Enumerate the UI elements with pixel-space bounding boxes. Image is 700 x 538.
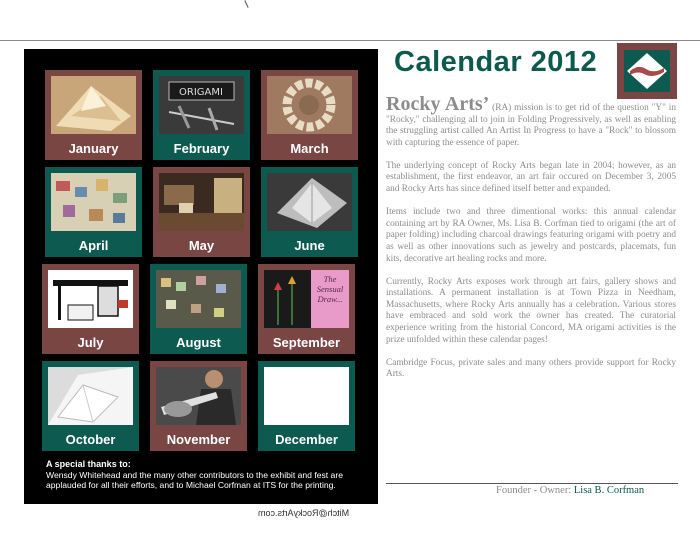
- june-photo: [267, 173, 352, 231]
- signature-rule: [386, 483, 678, 484]
- december-photo: [264, 367, 349, 425]
- top-rule: [0, 40, 700, 41]
- tile-january: [45, 70, 142, 160]
- september-photo: [264, 270, 349, 328]
- article-lead-rest: (RA) mission is to get rid of the question "Y" in "Rocky," challenging all to join in Folding Progressively, as well as enabling the struggling artist called An Artist In Progress to have a "Rock" to blossom with capturing the essence of paper.: [386, 103, 676, 148]
- rocky-arts-logo: [617, 43, 677, 99]
- article-p2: The underlying concept of Rocky Arts began late in 2004; however, as an establishment, the first endeavor, an art fair occured on December 3, 2005 and Rocky Arts has since defined itself better and expanded.: [386, 160, 676, 195]
- february-art-text: ORIGAMI: [179, 87, 223, 98]
- april-photo: [51, 173, 136, 231]
- tile-june: [261, 167, 358, 257]
- thanks-body: Wensdy Whitehead and the many other contributors to the exhibit and fest are applauded for all their efforts, and to Michael Corfman at ITS for the printing.: [46, 469, 343, 490]
- tile-february: [153, 70, 250, 160]
- signature-name: Lisa B. Corfman: [573, 485, 645, 496]
- tile-august: [150, 264, 247, 354]
- article-p3: Items include two and three dimentional works: this annual calendar containing art by RA Owner, Ms. Lisa B. Corfman tied to origami (the art of paper folding) including charcoal drawings featuring origami with poetry and as well as other innovations such as jewelry and postcards, placemats, fun kits, decorative art healing rocks and more.: [386, 207, 676, 264]
- calendar-panel: [24, 49, 378, 504]
- logo-diamond-icon: [624, 50, 670, 92]
- january-photo: [51, 76, 136, 134]
- tile-november: [150, 361, 247, 451]
- month-label: July: [77, 335, 104, 350]
- month-label: May: [188, 238, 215, 253]
- tile-july: [42, 264, 139, 354]
- march-photo: [267, 76, 352, 134]
- thanks-block: [46, 459, 376, 491]
- february-photo: [159, 76, 244, 134]
- august-photo: [156, 270, 241, 328]
- month-label: March: [290, 141, 329, 156]
- july-photo: [48, 270, 133, 328]
- month-label: September: [272, 335, 341, 350]
- article: [386, 93, 676, 392]
- month-label: June: [294, 238, 325, 253]
- logo-inner: [624, 50, 670, 92]
- tile-april: [45, 167, 142, 257]
- calendar-title: Calendar 2012: [394, 46, 598, 78]
- article-p5: Cambridge Focus, private sales and many others provide support for Rocky Arts.: [386, 357, 676, 380]
- month-label: November: [166, 432, 231, 447]
- tile-march: [261, 70, 358, 160]
- may-photo: [159, 173, 244, 231]
- tile-september: [258, 264, 355, 354]
- tile-october: [42, 361, 139, 451]
- september-art-text: The Sensual Draw...: [316, 274, 344, 304]
- november-photo: [156, 367, 241, 425]
- month-label: August: [176, 335, 221, 350]
- signature-role: Founder - Owner:: [496, 485, 574, 496]
- article-p1: [386, 93, 676, 149]
- thanks-heading: A special thanks to:: [46, 459, 131, 469]
- month-label: February: [173, 141, 230, 156]
- mirrored-email: Mitch@RockyArts.com: [258, 508, 350, 518]
- signature: [496, 485, 644, 496]
- article-p4: Currently, Rocky Arts exposes work through art fairs, gallery shows and installations. A permanent installation is at Town Pizza in Needham, Massachusetts, where Rocky Arts annually has a celebration. Various stores have embraced and sold work the owner has created. The curatorial experience writing from the historial Concord, MA origami activities is the prize unfolded within these calendar pages!: [386, 276, 676, 345]
- top-mark: [244, 0, 248, 8]
- october-photo: [48, 367, 133, 425]
- tile-may: [153, 167, 250, 257]
- month-label: April: [78, 238, 109, 253]
- article-lead: Rocky Arts’: [386, 93, 490, 115]
- month-label: December: [275, 432, 338, 447]
- month-label: January: [68, 141, 119, 156]
- month-label: October: [65, 432, 116, 447]
- tile-december: [258, 361, 355, 451]
